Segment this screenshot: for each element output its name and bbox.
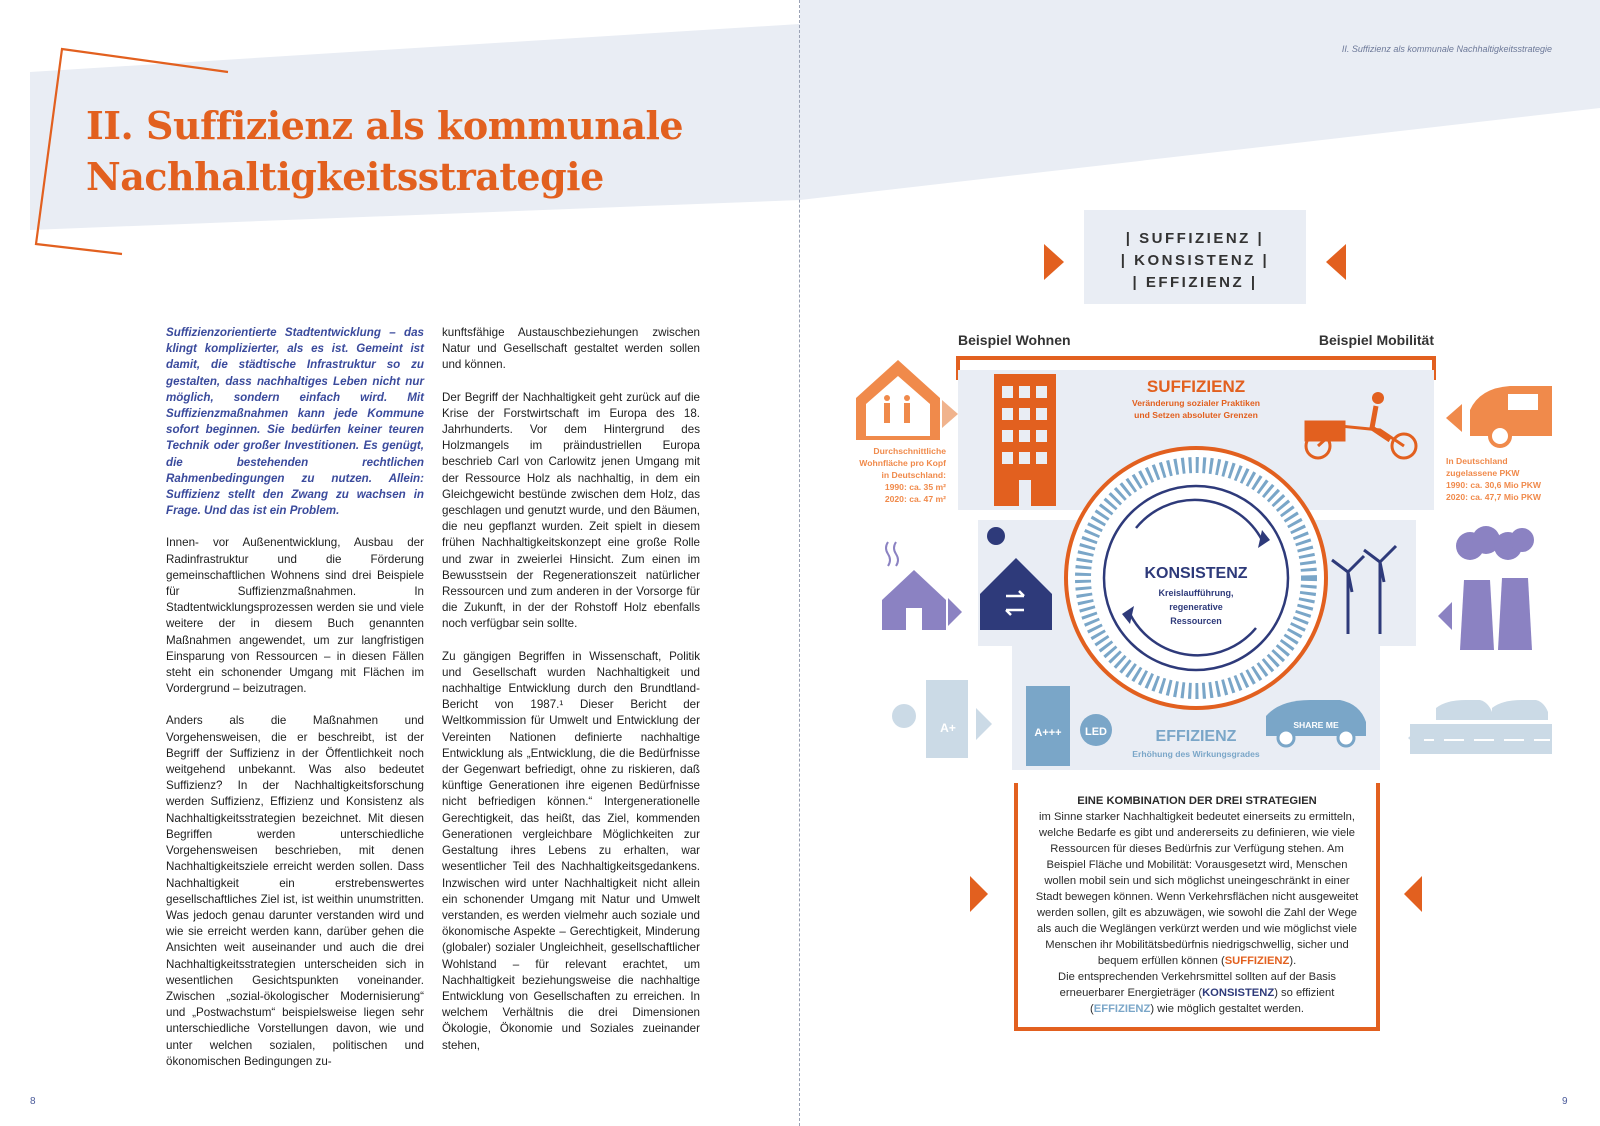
keyword-suffizienz: SUFFIZIENZ [1224, 955, 1290, 967]
title-line-1: II. Suffizienz als kommunale [86, 103, 684, 148]
arrow-left-icon [1326, 244, 1346, 280]
arrow-right-icon [1044, 244, 1064, 280]
car-icon [1446, 386, 1552, 446]
top-box-line-3: | EFFIZIENZ | [1132, 274, 1258, 291]
wohnflaeche-line-5: 2020: ca. 47 m² [884, 494, 946, 504]
page-number-left: 8 [30, 1096, 36, 1107]
paragraph-3: Anders als die Maßnahmen und Vorgehensweisen, die er beschreibt, ist der Begriff der Suffizienz in der Öffentlichkeit noch weitgehend unbekannt. Was also bedeutet Suffizienz? In der Nachhaltigkeitsforschung werden Suffizienz, Effizienz und Konsistenz als Nachhaltigkeitsstrategien bezeichnet. Mit diesen Begriffen werden unterschiedliche Vorgehensweisen beschrieben, mit denen Nachhaltigkeitsziele erreicht werden sollen. Dass Nachhaltigkeit ein erstrebenswertes gesellschaftliches Ziel ist, ist weithin unumstritten. Was jedoch genau darunter verstanden wird und wie sie erreicht werden kann, darüber gehen die Ansichten weit auseinander und auch die drei Nachhaltigkeitsstrategien unterscheiden sich in wesentlichen Gesichtspunkten voneinander. Zwischen „sozial-ökologischer Modernisierung“ und „Postwachstum“ beispielsweise liegen sehr unterschiedliche Vorstellungen davon, wie und unter welchen sozialen, politischen und ökonomischen Bedingungen zu- [166, 714, 424, 1068]
power-plant-icon [1438, 526, 1534, 650]
running-head: II. Suffizienz als kommunale Nachhaltigkeitsstrategie [1341, 44, 1552, 54]
top-box-line-2: | KONSISTENZ | [1120, 252, 1270, 269]
pkw-line-3: 1990: ca. 30,6 Mio PKW [1446, 480, 1542, 490]
fridge-bulb-left-icon [892, 680, 992, 758]
konsistenz-sub-1: Kreislaufführung, [1158, 588, 1234, 598]
paragraph-4: kunftsfähige Austauschbeziehungen zwischen Natur und Gesellschaft gestaltet werden sollen und können. [442, 326, 700, 372]
label-mobilitaet: Beispiel Mobilität [1318, 332, 1434, 348]
combination-heading: EINE KOMBINATION DER DREI STRATEGIEN [1077, 795, 1317, 807]
wohnflaeche-line-2: Wohnfläche pro Kopf [859, 458, 946, 468]
combination-text [1032, 809, 1362, 1017]
apartment-building-icon [994, 374, 1056, 506]
fridge-a-plus-label: A+ [940, 721, 956, 735]
effizienz-title: EFFIZIENZ [1155, 728, 1237, 745]
pkw-line-1: In Deutschland [1446, 456, 1508, 466]
suffizienz-sub-1: Veränderung sozialer Praktiken [1131, 398, 1261, 408]
combo-arrow-left-icon [1404, 876, 1422, 912]
combo-text-4: ) so effizient ( [1090, 987, 1335, 1015]
paragraph-5: Der Begriff der Nachhaltigkeit geht zurück auf die Krise der Forstwirtschaft im Europa des 18. Jahrhunderts. Vor dem Hintergrund des Holzmangels im präindustriellen Europa beschrieb Carl von Carlowitz jenen Umgang mit der Ressource Holz als nachhaltig, in dem ein Gleichgewicht bestünde zwischen dem Holz, das geschlagen und genutzt wurde, und den Bäumen, die neu gepflanzt wurden. Zeit spielt in diesem frühen Nachhaltigkeitskonzept eine große Rolle und zwar in zweierlei Hinsicht. Zum einen im Bewusstsein der Regenerationszeit natürlicher Ressourcen und zum anderen in der Vorsorge für die Zukunft, in der der Rohstoff Holz ebenfalls noch verfügbar sein sollte. [442, 390, 700, 631]
wohnflaeche-line-3: in Deutschland: [881, 470, 946, 480]
combo-text-1: im Sinne starker Nachhaltigkeit bedeutet einerseits zu ermitteln, welche Bedarfe es gibt und andererseits zu definieren, wie viele Ressourcen für dieses Bedürfnis zur Verfügung stehen. Am Beispiel Fläche und Mobilität: Vorausgesetzt wird, Menschen wollen mobil sein und sich möglichst uneingeschränkt in einer Stadt bewegen können. Wenn Verkehrsflächen nicht ausgeweitet werden sollen, gilt es abzuwägen, wie sowohl die Zahl der Wege als auch die Weglängen verkürzt werden und wie möglichst viele Menschen ihr Mobilitätsbedürfnis niedrigschwellig, sicher und bequem erfüllen können ( [1035, 811, 1359, 967]
title-line-2: Nachhaltigkeitsstrategie [86, 154, 604, 199]
old-house-icon [882, 542, 962, 630]
combo-text-3: Die entsprechenden Verkehrsmittel sollten auf der Basis erneuerbarer Energieträger ( [1058, 971, 1336, 999]
led-label: LED [1085, 726, 1107, 738]
konsistenz-sub-3: Ressourcen [1170, 616, 1222, 626]
wohnflaeche-line-4: 1990: ca. 35 m² [884, 482, 946, 492]
effizienz-sub: Erhöhung des Wirkungsgrades [1132, 749, 1260, 759]
page-number-right: 9 [1562, 1096, 1568, 1107]
konsistenz-sub-2: regenerative [1169, 602, 1223, 612]
suffizienz-sub-2: und Setzen absoluter Grenzen [1134, 410, 1258, 420]
paragraph-6: Zu gängigen Begriffen in Wissenschaft, Politik und Gesellschaft wurden Nachhaltigkeit und nachhaltige Entwicklung durch den Brundtland-Bericht von 1987.¹ Dieser Bericht der Weltkommission für Umwelt und Entwicklung der Vereinten Nationen definierte nachhaltige Entwicklung als „Entwicklung, die die Bedürfnisse der Gegenwart befriedigt, ohne zu riskieren, daß künftige Generationen ihre eigenen Bedürfnisse nicht befriedigen können.“ Intergenerationelle Gerechtigkeit, das heißt, das Ziel, kommenden Generationen vergleichbare Möglichkeiten zur Gestaltung ihres Lebens zu erhalten, war wesentlicher Teil des Nachhaltigkeitsgedankens. Inzwischen wird unter Nachhaltigkeit nicht allein ein schonender Umgang mit Natur und Umwelt verstanden, es werden vielmehr auch soziale und ökonomische Aspekte – Gerechtigkeit, Minderung (globaler) sozialer Ungleichheit, gesellschaftlicher Wohlstand – für relevant erachtet, um Nachhaltigkeit beziehungsweise die nachhaltige Entwicklung von Gesellschaften zu erreichen. In welchem Verhältnis die drei Dimensionen Ökologie, Ökonomie und Soziales zueinander stehen, [442, 649, 700, 1052]
combo-text-2: ). [1289, 955, 1297, 967]
pkw-line-2: zugelassene PKW [1446, 468, 1520, 478]
fridge-a3plus-label: A+++ [1034, 727, 1062, 739]
house-people-icon [856, 360, 958, 440]
pkw-line-4: 2020: ca. 47,7 Mio PKW [1446, 492, 1542, 502]
combo-arrow-right-icon [970, 876, 988, 912]
top-box-line-1: | SUFFIZIENZ | [1125, 230, 1265, 247]
intro-paragraph: Suffizienzorientierte Stadtentwicklung – das klingt komplizierter, als es ist. Gemeint ist damit, die städtische Infrastruktur so zu gestalten, dass nachhaltiges Leben nicht nur möglich, sondern einfach wird. Mit Suffizienzmaßnahmen kann jede Kommune sofort beginnen. Sie bedürfen keiner teuren Technik oder großer Investitionen. Es genügt, die bestehenden rechtlichen Rahmenbedingungen zu nutzen. Allein: Suffizienz stellt den Zwang zu wachsen in Frage. Und das ist ein Problem. [166, 326, 424, 518]
label-wohnen: Beispiel Wohnen [958, 332, 1071, 348]
keyword-effizienz: EFFIZIENZ [1093, 1003, 1151, 1015]
wohnflaeche-line-1: Durchschnittliche [873, 446, 946, 456]
paragraph-2: Innen- vor Außenentwicklung, Ausbau der Radinfrastruktur und die Förderung gemeinschaftlichen Wohnens sind drei Beispiele für Suffizienzmaßnahmen. In Stadtentwicklungsprozessen werden sie und viele weitere der in diesem Buch genannten Maßnahmen angewendet, um zur langfristigen Einsparung von Ressourcen – in diesen Fällen steht ein schonender Umgang mit Flächen im Vordergrund – beizutragen. [166, 536, 424, 696]
konsistenz-title: KONSISTENZ [1144, 565, 1248, 582]
combo-text-5: ) wie möglich gestaltet werden. [1150, 1003, 1304, 1015]
keyword-konsistenz: KONSISTENZ [1202, 987, 1275, 999]
combination-box [1014, 783, 1380, 1031]
share-me-label: SHARE ME [1293, 720, 1339, 730]
cars-road-icon [1408, 700, 1552, 754]
suffizienz-title: SUFFIZIENZ [1146, 377, 1246, 396]
